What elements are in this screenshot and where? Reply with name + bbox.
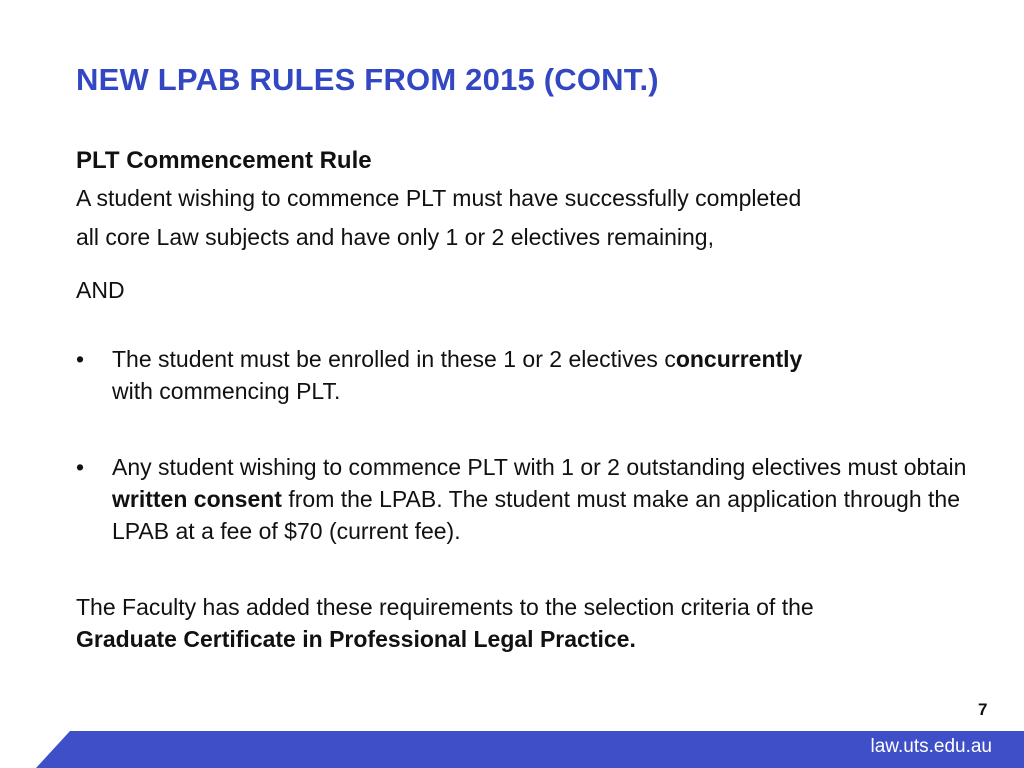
rule-heading: PLT Commencement Rule — [76, 147, 372, 174]
bullet1-text-before: The student must be enrolled in these 1 or 2 electives c — [112, 346, 676, 372]
slide-title: NEW LPAB RULES FROM 2015 (CONT.) — [76, 62, 659, 97]
bullet2-text-after: from the LPAB. The student must make an application through the LPAB at a fee of $70 (current fee). — [112, 486, 961, 544]
rule-text-line2: all core Law subjects and have only 1 or 2 electives remaining, — [76, 224, 714, 250]
bullet2-text-bold: written consent — [112, 486, 282, 512]
slide-content — [76, 143, 996, 655]
bullet1-text-bold: oncurrently — [675, 346, 803, 372]
closing-paragraph — [76, 591, 996, 655]
bullet-dot: • — [76, 454, 85, 480]
closing-text: The Faculty has added these requirements to the selection criteria of the — [76, 594, 814, 620]
bullet-item-written-consent — [76, 451, 996, 547]
bullet1-text-after: with commencing PLT. — [112, 378, 341, 404]
closing-bold-text: Graduate Certificate in Professional Legal Practice. — [76, 626, 636, 652]
bullet-item-concurrent — [76, 343, 996, 407]
bullet2-text-before: Any student wishing to commence PLT with 1 or 2 outstanding electives must obtain — [112, 454, 967, 480]
bullet-list — [76, 343, 996, 547]
and-text: AND — [76, 277, 125, 303]
rule-text — [76, 179, 996, 257]
page-number: 7 — [978, 700, 988, 719]
rule-text-line1: A student wishing to commence PLT must have successfully completed — [76, 185, 802, 211]
footer-url[interactable]: law.uts.edu.au — [870, 736, 992, 757]
bullet-dot: • — [76, 346, 85, 372]
